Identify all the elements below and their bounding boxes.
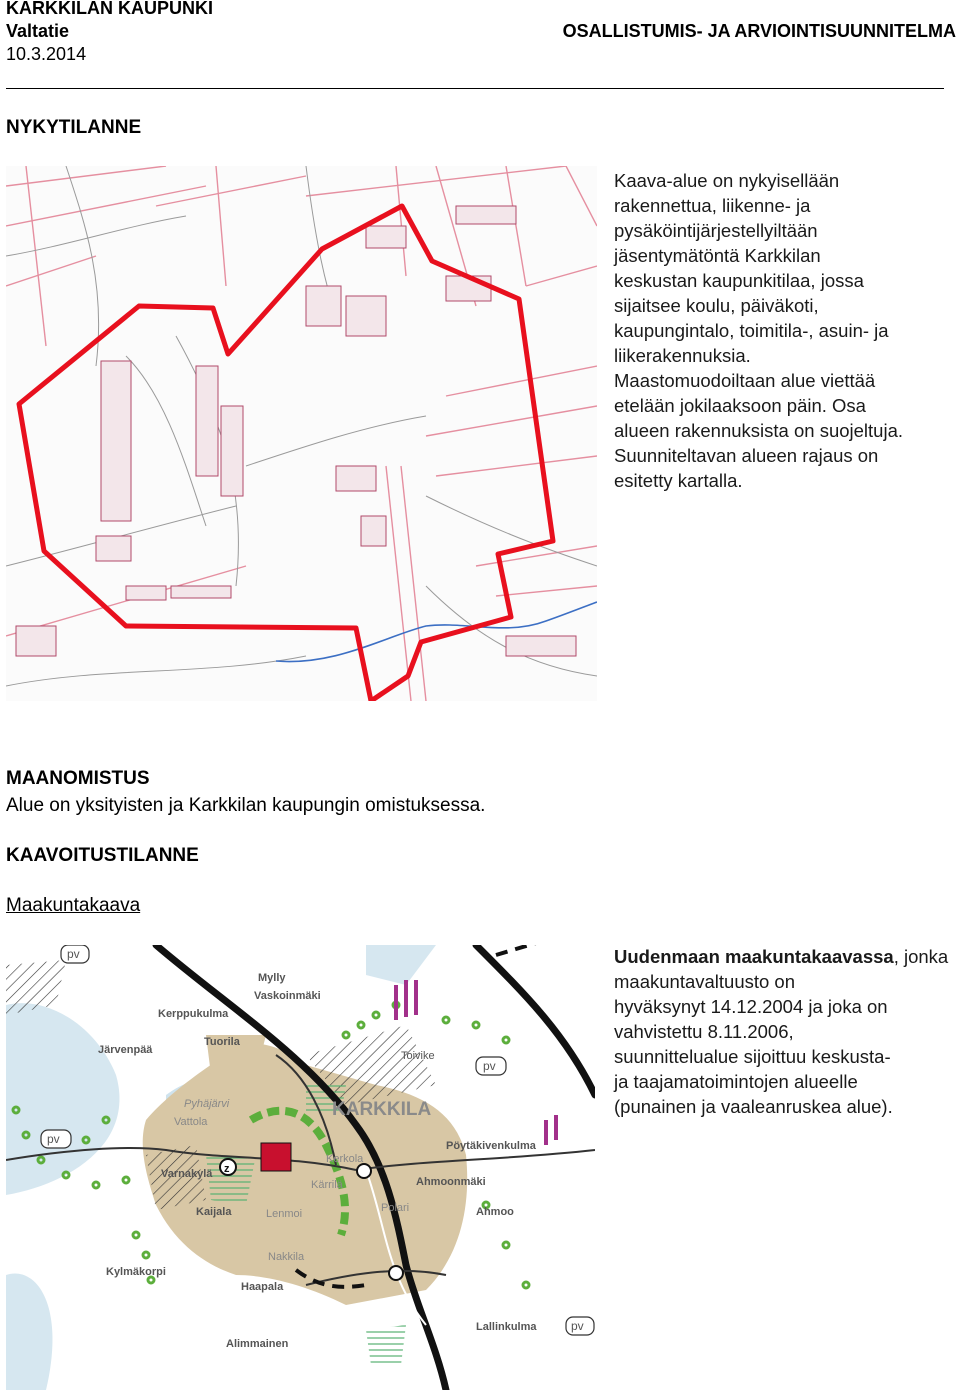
map-label: Tuorila [204, 1036, 240, 1048]
map-label-z: z [224, 1163, 230, 1175]
nykytilanne-line: kaupungintalo, toimitila-, asuin- ja [614, 320, 889, 341]
map-label: Mylly [258, 972, 286, 984]
section-title-kaavoitustilanne: KAAVOITUSTILANNE [6, 845, 199, 866]
map-label-pv: pv [571, 1319, 584, 1333]
map-label: Toivike [401, 1050, 435, 1062]
document-type: OSALLISTUMIS- JA ARVIOINTISUUNNITELMA [562, 21, 956, 41]
nykytilanne-line: etelään jokilaaksoon päin. Osa [614, 395, 866, 416]
nykytilanne-line: rakennettua, liikenne- ja [614, 195, 811, 216]
map-label: Vaskoinmäki [254, 990, 321, 1002]
subsection-title-maakuntakaava: Maakuntakaava [6, 895, 141, 916]
map-label: Kerkola [326, 1153, 364, 1165]
map-label-pv: pv [67, 947, 80, 961]
map-label: Ahmoonmäki [416, 1176, 486, 1188]
map-label: Kerppukulma [158, 1008, 229, 1020]
map-label-karkkila: KARKKILA [332, 1099, 432, 1120]
nykytilanne-line: jäsentymätöntä Karkkilan [614, 245, 821, 266]
maakuntakaava-name: Uudenmaan maakuntakaavassa [614, 946, 894, 967]
map-label: Kylmäkorpi [106, 1266, 166, 1278]
maanomistus-text: Alue on yksityisten ja Karkkilan kaupungin omistuksessa. [6, 795, 486, 816]
map-label: Pöytäkivenkulma [446, 1140, 536, 1152]
maakuntakaava-line: (punainen ja vaaleanruskea alue). [614, 1096, 893, 1117]
nykytilanne-line: alueen rakennuksista on suojeltuja. [614, 420, 903, 441]
map-label: Polari [381, 1202, 410, 1214]
maakuntakaava-line: suunnittelualue sijoittuu keskusta- [614, 1046, 891, 1067]
section-title-maanomistus: MAANOMISTUS [6, 768, 150, 789]
nykytilanne-line: Suunniteltavan alueen rajaus on [614, 445, 879, 466]
map-label: Järvenpää [98, 1044, 153, 1056]
nykytilanne-line: liikerakennuksia. [614, 345, 751, 366]
project-name: Valtatie [6, 21, 70, 41]
nykytilanne-line: sijaitsee koulu, päiväkoti, [614, 295, 819, 316]
map-label: Lallinkulma [476, 1321, 537, 1333]
map-label-pv: pv [47, 1132, 60, 1146]
nykytilanne-description [614, 168, 960, 493]
maakuntakaava-line: , jonka maakuntavaltuusto on [614, 946, 949, 992]
map-label: Nakkila [268, 1251, 305, 1263]
site-plan-map [6, 166, 597, 701]
maakuntakaava-description [614, 944, 960, 1119]
organization-name: KARKKILAN KAUPUNKI [6, 0, 213, 18]
maakuntakaava-line: ja taajamatoimintojen alueelle [614, 1071, 858, 1092]
map-label: Lenmoi [266, 1208, 303, 1220]
map-label-pv: pv [483, 1059, 496, 1073]
section-title-nykytilanne: NYKYTILANNE [6, 117, 142, 138]
map-label: Kärrilä [311, 1179, 343, 1191]
nykytilanne-line: keskustan kaupunkitilaa, jossa [614, 270, 864, 291]
map-label: Kaijala [196, 1206, 232, 1218]
header-divider [6, 88, 944, 89]
document-date: 10.3.2014 [6, 44, 87, 64]
nykytilanne-line: esitetty kartalla. [614, 470, 743, 491]
maakuntakaava-line: hyväksynyt 14.12.2004 ja joka on [614, 996, 888, 1017]
nykytilanne-line: Maastomuodoiltaan alue viettää [614, 370, 876, 391]
map-label-lake: Pyhäjärvi [184, 1098, 230, 1110]
map-label: Ahmoo [476, 1206, 514, 1218]
map-label: Varnakylä [161, 1168, 213, 1180]
map-label: Haapala [241, 1281, 284, 1293]
map-label: Vattola [174, 1116, 208, 1128]
nykytilanne-line: Kaava-alue on nykyisellään [614, 170, 840, 191]
nykytilanne-line: pysäköintijärjestellyiltään [614, 220, 818, 241]
regional-plan-map [6, 945, 595, 1390]
maakuntakaava-line: vahvistettu 8.11.2006, [614, 1021, 794, 1042]
map-label: Alimmainen [226, 1338, 289, 1350]
